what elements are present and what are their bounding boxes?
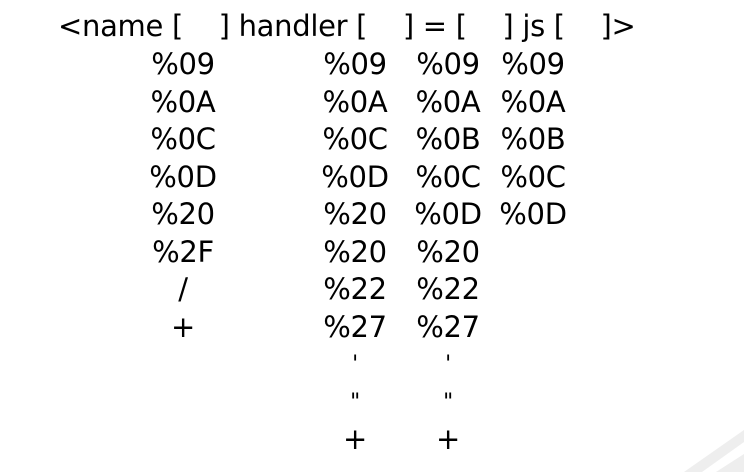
handler-separator-value: %20 bbox=[323, 197, 387, 231]
equals-separator-value: %20 bbox=[416, 234, 480, 269]
equals-separator-value: %27 bbox=[416, 309, 480, 344]
js-separator-column bbox=[483, 46, 583, 234]
syntax-header: <name [ ] handler [ ] = [ ] js [ ]> bbox=[58, 9, 636, 43]
handler-separator-value: %0D bbox=[321, 159, 389, 194]
equals-separator-value: %0A bbox=[415, 84, 481, 119]
equals-separator-value: %22 bbox=[416, 272, 480, 306]
name-separator-value: %2F bbox=[152, 234, 214, 269]
handler-separator-value: ' bbox=[352, 352, 358, 377]
name-separator-value: / bbox=[178, 272, 188, 306]
js-separator-value: %0C bbox=[500, 159, 566, 194]
name-separator-value: %09 bbox=[151, 47, 215, 81]
handler-separator-value: %09 bbox=[323, 47, 387, 81]
js-separator-value: %0A bbox=[500, 84, 566, 119]
equals-separator-value: %09 bbox=[416, 47, 480, 81]
equals-separator-value: ' bbox=[445, 352, 451, 377]
name-separator-value: + bbox=[171, 309, 195, 344]
name-separator-column bbox=[133, 46, 233, 346]
equals-separator-value: + bbox=[436, 422, 460, 456]
name-separator-value: %0D bbox=[149, 159, 217, 194]
equals-separator-value: %0C bbox=[415, 159, 481, 194]
handler-separator-column bbox=[305, 46, 405, 459]
handler-separator-value: %0C bbox=[322, 122, 388, 156]
corner-decoration bbox=[654, 412, 744, 472]
handler-separator-value: " bbox=[350, 389, 360, 415]
name-separator-value: %0C bbox=[150, 122, 216, 156]
handler-separator-value: %22 bbox=[323, 272, 387, 306]
js-separator-value: %0D bbox=[499, 197, 567, 231]
equals-separator-value: %0B bbox=[415, 122, 481, 156]
equals-separator-value: %0D bbox=[414, 197, 482, 231]
js-separator-value: %0B bbox=[500, 122, 566, 156]
name-separator-value: %0A bbox=[150, 84, 216, 119]
handler-separator-value: %20 bbox=[323, 234, 387, 269]
name-separator-value: %20 bbox=[151, 197, 215, 231]
handler-separator-value: %27 bbox=[323, 309, 387, 344]
js-separator-value: %09 bbox=[501, 47, 565, 81]
handler-separator-value: %0A bbox=[322, 84, 388, 119]
equals-separator-value: " bbox=[443, 389, 453, 415]
handler-separator-value: + bbox=[343, 422, 367, 456]
